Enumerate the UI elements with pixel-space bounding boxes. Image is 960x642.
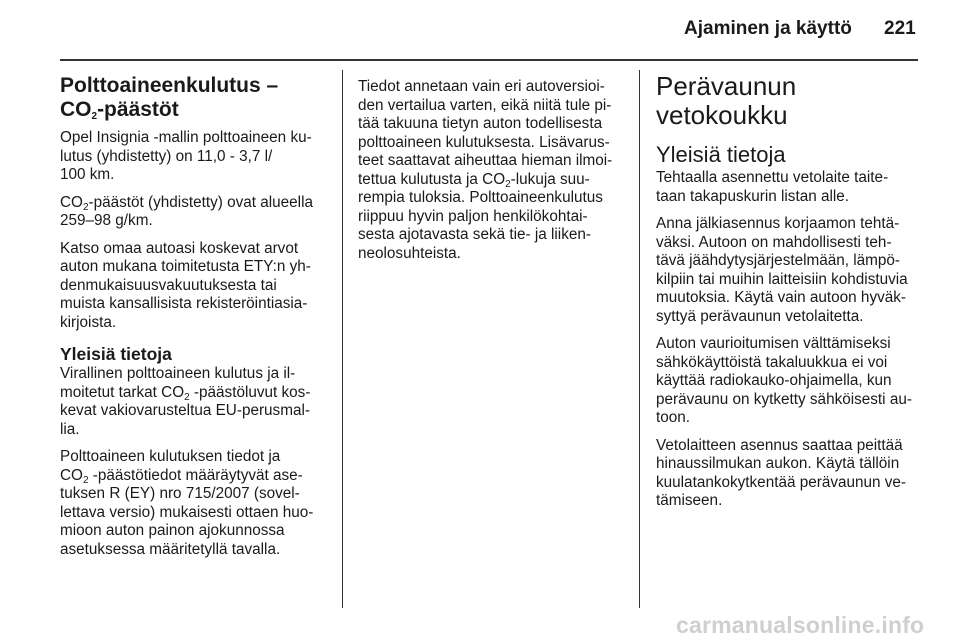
- text-line: tämiseen.: [656, 492, 723, 509]
- text-fragment: -lukuja suu-: [510, 170, 590, 188]
- paragraph: [656, 215, 928, 326]
- text-line: Tiedot annetaan vain eri autoversioi-: [358, 78, 605, 95]
- text-line: mioon auton painon ajokunnossa: [60, 522, 285, 539]
- text-line: Virallinen polttoaineen kulutus ja il-: [60, 365, 296, 382]
- column-1: [60, 74, 332, 568]
- text-line: muista kansallisista rekisteröintiasia-: [60, 295, 308, 312]
- text-line: Polttoaineen kulutuksen tiedot ja: [60, 448, 281, 465]
- column-2: [358, 78, 630, 272]
- text-line: asetuksessa määritetyllä tavalla.: [60, 540, 281, 558]
- text-line: Opel Insignia -mallin polttoaineen ku-: [60, 129, 312, 146]
- text-line: käyttää radiokauko-ohjaimella, kun: [656, 372, 892, 389]
- text-line: Katso omaa autoasi koskevat arvot: [60, 239, 299, 257]
- text-fragment: -päästöt (yhdistetty) ovat alueella: [88, 193, 313, 211]
- section-heading-fuel-consumption: [60, 74, 332, 122]
- paragraph: [60, 129, 332, 185]
- text-line: neolosuhteista.: [358, 244, 461, 262]
- page-header-title: Ajaminen ja käyttö: [684, 18, 852, 39]
- paragraph: [60, 240, 332, 333]
- text-line: muutoksia. Käytä vain autoon hyväk-: [656, 289, 906, 306]
- text-line: polttoaineen kulutuksesta. Lisävarus-: [358, 133, 610, 151]
- paragraph: [656, 169, 928, 206]
- heading-line: [60, 98, 332, 122]
- text-line: lutus (yhdistetty) on 11,0 - 3,7 l/: [60, 147, 273, 165]
- text-line: syttyä perävaunun vetolaitetta.: [656, 307, 864, 325]
- text-line: kirjoista.: [60, 313, 117, 331]
- text-line: väksi. Autoon on mahdollisesti teh-: [656, 233, 892, 251]
- text-line: sesta ajotavasta sekä tie- ja liiken-: [358, 226, 591, 243]
- heading-line: Polttoaineenkulutus –: [60, 74, 279, 97]
- paragraph: [60, 448, 332, 559]
- text-line: lia.: [60, 420, 80, 438]
- text-line: denmukaisuusvakuutuksesta tai: [60, 276, 277, 294]
- text-line: [358, 171, 630, 190]
- paragraph: [358, 78, 630, 263]
- subscript: 2: [82, 201, 89, 213]
- text-line: 100 km.: [60, 166, 115, 183]
- text-line: kevat vakiovarusteltua EU-perusmal-: [60, 402, 310, 419]
- text-line: hinaussilmukan aukon. Käytä tällöin: [656, 455, 900, 472]
- text-fragment: -päästöluvut kos-: [189, 383, 311, 401]
- text-fragment: moitetut tarkat CO: [60, 383, 185, 401]
- text-line: auton mukana toimitetusta ETY:n yh-: [60, 258, 311, 275]
- text-line: Tehtaalla asennettu vetolaite taite-: [656, 169, 889, 186]
- column-3: [656, 72, 928, 520]
- text-line: riippuu hyvin paljon henkilökohtai-: [358, 207, 588, 225]
- text-line: kilpiin tai muihin laitteisiin kohdistuvia: [656, 270, 908, 288]
- subsection-heading: Yleisiä tietoja: [656, 142, 786, 167]
- text-line: tuksen R (EY) nro 715/2007 (sovel-: [60, 485, 300, 502]
- page-number: 221: [884, 18, 916, 39]
- paragraph: [60, 194, 332, 231]
- text-line: [60, 467, 332, 486]
- paragraph: [656, 335, 928, 428]
- text-line: Anna jälkiasennus korjaamon tehtä-: [656, 215, 900, 232]
- text-line: sähkökäyttöistä takaluukkua ei voi: [656, 353, 888, 371]
- text-line: tää takuuna tietyn auton todellisesta: [358, 115, 603, 132]
- text-line: perävaunu on kytketty sähköisesti au-: [656, 390, 912, 408]
- text-fragment: CO: [60, 466, 83, 484]
- subscript: 2: [184, 391, 190, 403]
- text-line: den vertailua varten, eikä niitä tule pi-: [358, 96, 612, 114]
- text-fragment: tettua kulutusta ja CO: [358, 170, 506, 188]
- text-line: toon.: [656, 409, 691, 426]
- text-line: [60, 194, 332, 213]
- header-rule: [60, 59, 918, 61]
- column-divider-right: [639, 70, 640, 608]
- text-line: [60, 384, 332, 403]
- heading-co: CO: [60, 98, 92, 121]
- text-line: taan takapuskurin listan alle.: [656, 187, 850, 205]
- section-title-trailer-hitch: [656, 72, 928, 130]
- text-line: teet saattavat aiheuttaa hieman ilmoi-: [358, 152, 613, 169]
- text-line: 259–98 g/km.: [60, 212, 153, 229]
- heading-rest: -päästöt: [97, 98, 179, 121]
- co-text: CO: [60, 193, 83, 211]
- title-line: vetokoukku: [656, 100, 788, 130]
- title-line: Perävaunun: [656, 71, 797, 101]
- text-line: tävä jäähdytysjärjestelmään, lämpö-: [656, 252, 901, 269]
- text-line: lettava versio) mukaisesti ottaen huo-: [60, 503, 314, 521]
- subsection-heading: Yleisiä tietoja: [60, 344, 172, 364]
- text-line: Auton vaurioitumisen välttämiseksi: [656, 335, 891, 352]
- text-line: Vetolaitteen asennus saattaa peittää: [656, 436, 903, 454]
- watermark-text: carmanualsonline.info: [676, 612, 925, 638]
- paragraph: [656, 437, 928, 511]
- subscript: 2: [82, 474, 89, 486]
- text-fragment: -päästötiedot määräytyvät ase-: [88, 466, 303, 484]
- subscript: 2: [505, 178, 511, 190]
- text-line: kuulatankokytkentää perävaunun ve-: [656, 473, 907, 491]
- text-line: rempia tuloksia. Polttoaineenkulutus: [358, 189, 603, 206]
- paragraph: [60, 365, 332, 439]
- column-divider-left: [342, 70, 343, 608]
- heading-subscript: 2: [91, 111, 98, 122]
